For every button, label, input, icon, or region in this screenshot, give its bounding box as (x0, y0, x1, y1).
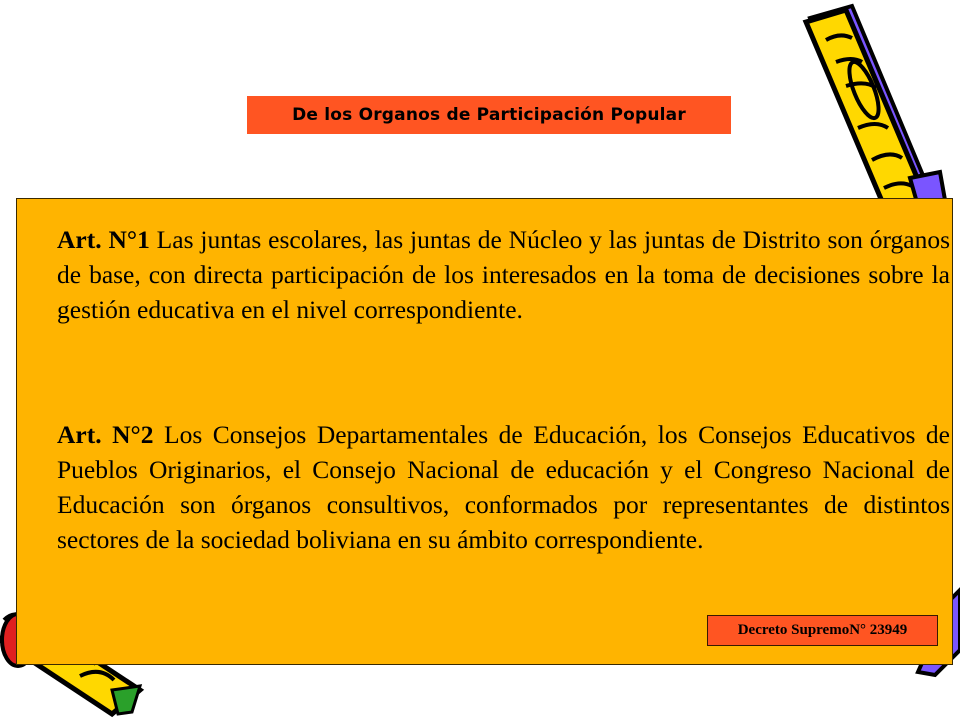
article-2-text: Los Consejos Departamentales de Educación, los Consejos Educativos de Pueblos Originarios, el Consejo Nacional de educación y el Congreso Nacional de Educación son órganos consultivos, conformados por representantes de distintos sectores de la sociedad boliviana en su ámbito correspondiente. (57, 420, 950, 554)
article-1 (57, 222, 950, 327)
content-panel (16, 198, 953, 665)
article-2-label: Art. N°2 (57, 420, 154, 449)
slide-title: De los Organos de Participación Popular (247, 96, 731, 134)
article-1-label: Art. N°1 (57, 225, 150, 254)
article-1-text: Las juntas escolares, las juntas de Núcleo y las juntas de Distrito son órganos de base, con directa participación de los interesados en la toma de decisiones sobre la gestión educativa en el nivel correspondiente. (57, 225, 950, 324)
article-2 (57, 417, 950, 557)
source-citation: Decreto SupremoN° 23949 (707, 615, 938, 646)
